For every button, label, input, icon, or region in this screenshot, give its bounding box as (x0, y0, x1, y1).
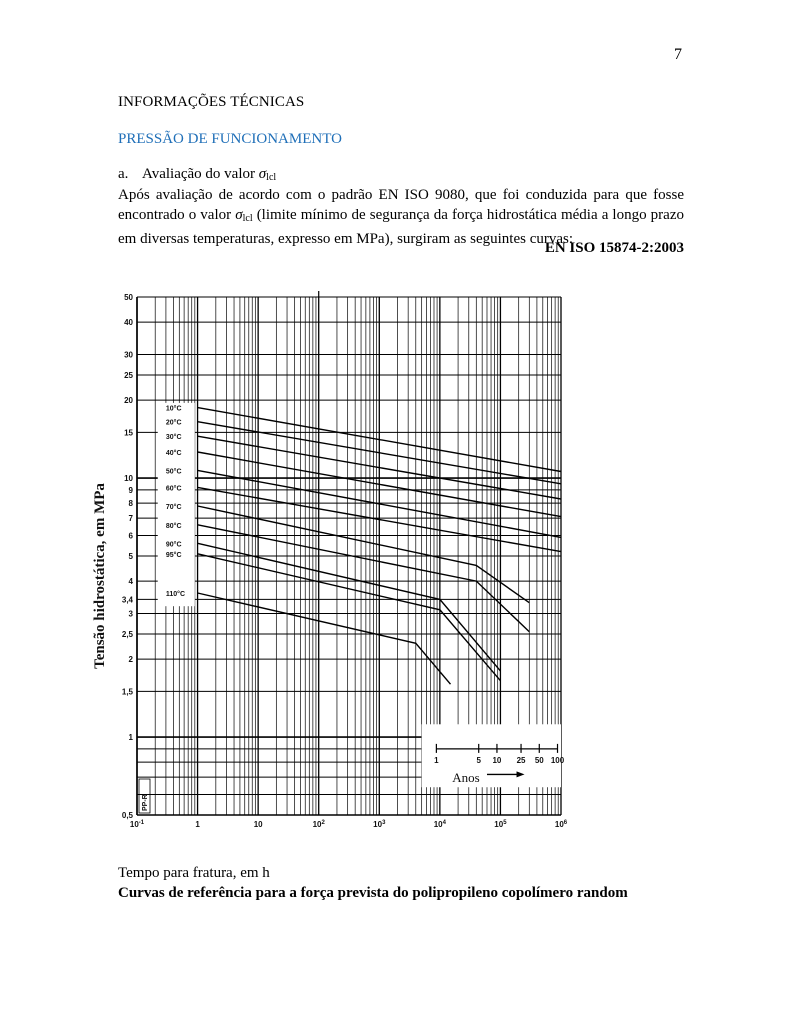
sigma-symbol: σ (258, 166, 267, 182)
series-label-50c: 50°C (165, 468, 182, 476)
x-tick-label: $10^3$ (373, 820, 386, 829)
y-tick-label: 9 (128, 485, 133, 495)
y-tick-label: 15 (124, 428, 133, 438)
chart-caption: Curvas de referência para a força prevista do polipropileno copolímero random (118, 885, 628, 901)
page-number: 7 (674, 46, 682, 63)
series-label-80c: 80°C (165, 522, 182, 530)
y-tick-label: 30 (124, 350, 133, 360)
y-tick-label: 7 (128, 514, 133, 524)
sigma-subscript: lcl (266, 172, 277, 183)
y-tick-label: 6 (128, 531, 133, 541)
years-tick-label: 1 (434, 755, 439, 765)
paragraph-part-1: Após avaliação de acordo com o padrão EN ISO 9080, que foi conduzida para que fosse encontrado o valor (118, 187, 684, 223)
y-axis-title: Tensão hidrostática, em MPa (92, 483, 108, 669)
y-tick-label: 8 (128, 499, 133, 509)
standard-reference: EN ISO 15874-2:2003 (544, 240, 684, 256)
paragraph-sigma: σ (235, 207, 243, 223)
series-label-90c: 90°C (165, 541, 182, 549)
x-tick-label: 1 (195, 820, 200, 829)
x-tick-label: $10^5$ (494, 820, 507, 829)
x-tick-label: $10^4$ (433, 820, 446, 829)
corner-label: PP-R (142, 794, 149, 811)
y-tick-label: 3 (128, 609, 133, 619)
y-tick-label: 1,5 (121, 687, 133, 697)
series-label-20c: 20°C (165, 419, 182, 427)
years-tick-label: 10 (492, 755, 502, 765)
series-label-40c: 40°C (165, 450, 182, 458)
item-letter: a. (118, 166, 129, 182)
series-label-70c: 70°C (165, 503, 182, 511)
y-tick-label: 1 (128, 733, 133, 743)
paragraph-part-2: (limite mínimo de segurança da força hidrostática média a longo prazo em diversas temperaturas, expresso em MPa), surgiram as seguintes curvas: (118, 207, 684, 247)
y-tick-label: 20 (124, 396, 133, 406)
x-tick-label: $10^6$ (554, 820, 568, 829)
series-label-10c: 10°C (165, 405, 182, 413)
y-tick-label: 2 (128, 655, 133, 665)
subsection-title: PRESSÃO DE FUNCIONAMENTO (118, 131, 342, 147)
x-tick-label: $10^2$ (312, 820, 325, 829)
y-tick-label: 5 (128, 552, 133, 561)
years-tick-label: 50 (534, 755, 544, 765)
x-tick-label: 10 (253, 820, 263, 829)
item-text: Avaliação do valor (142, 166, 259, 182)
years-tick-label: 25 (516, 755, 526, 765)
years-tick-label: 100 (550, 755, 565, 765)
years-tick-label: 5 (476, 755, 481, 765)
y-tick-label: 10 (124, 474, 133, 484)
y-tick-label: 4 (128, 577, 133, 587)
y-tick-label: 50 (124, 293, 133, 302)
paragraph-subscript: lcl (242, 213, 253, 224)
y-tick-label: 40 (124, 318, 133, 328)
series-label-110c: 110°C (165, 590, 186, 598)
y-tick-label: 25 (124, 370, 133, 380)
y-tick-label: 3,4 (121, 595, 133, 605)
series-label-30c: 30°C (165, 434, 182, 442)
years-label: Anos (452, 769, 480, 785)
y-tick-label: 0,5 (121, 811, 133, 820)
series-label-60c: 60°C (165, 485, 182, 493)
section-title: INFORMAÇÕES TÉCNICAS (118, 94, 305, 110)
y-tick-label: 2,5 (121, 629, 133, 639)
x-tick-label: $10^{-1}$ (129, 820, 145, 829)
x-axis-caption: Tempo para fratura, em h (118, 865, 270, 881)
series-label-95c: 95°C (165, 551, 182, 559)
